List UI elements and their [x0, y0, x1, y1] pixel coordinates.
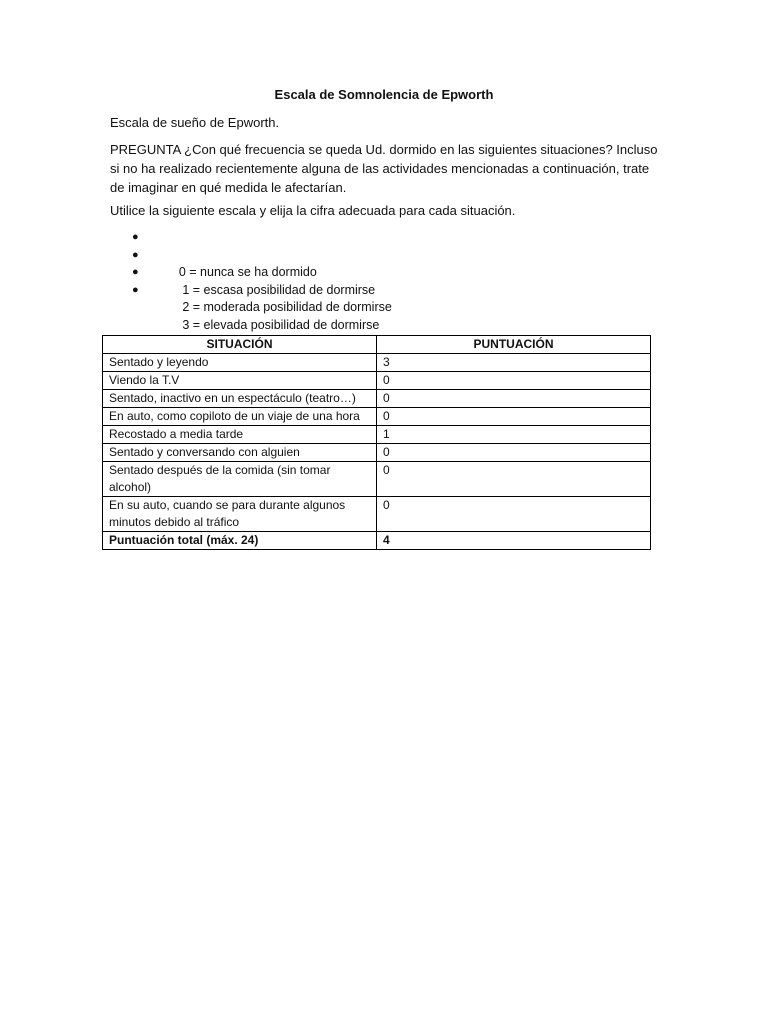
table-row [103, 444, 651, 462]
situation-cell: Sentado después de la comida (sin tomar alcohol) [103, 462, 377, 497]
situation-cell: Sentado y leyendo [103, 354, 377, 372]
total-label-cell: Puntuación total (máx. 24) [103, 532, 377, 550]
score-cell: 0 [377, 444, 651, 462]
score-cell: 0 [377, 497, 651, 532]
table-row [103, 372, 651, 390]
document-title: Escala de Somnolencia de Epworth [274, 87, 494, 102]
score-table [102, 335, 651, 550]
header-score: PUNTUACIÓN [377, 336, 651, 354]
score-cell: 0 [377, 408, 651, 426]
table-row [103, 462, 651, 497]
scale-item-text: 0 = nunca se ha dormido [178, 265, 317, 279]
instruction-paragraph: Utilice la siguiente escala y elija la cifra adecuada para cada situación. [110, 203, 516, 218]
score-cell: 1 [377, 426, 651, 444]
question-paragraph: PREGUNTA ¿Con qué frecuencia se queda Ud. dormido en las siguientes situaciones? Incluso si no ha realizado recientemente alguna de las actividades mencionadas a continuación, trate de imaginar en qué medida le afectarían. [110, 142, 658, 195]
table-row [103, 426, 651, 444]
header-situation: SITUACIÓN [103, 336, 377, 354]
scale-item [132, 229, 392, 279]
situation-cell: Sentado, inactivo en un espectáculo (teatro…) [103, 390, 377, 408]
scale-list [132, 229, 392, 332]
table-row [103, 390, 651, 408]
situation-cell: Viendo la T.V [103, 372, 377, 390]
score-cell: 0 [377, 462, 651, 497]
situation-cell: Sentado y conversando con alguien [103, 444, 377, 462]
bullet-icon: ● [132, 231, 139, 243]
scale-item-text: 1 = escasa posibilidad de dormirse [178, 282, 376, 297]
score-cell: 3 [377, 354, 651, 372]
score-cell: 0 [377, 372, 651, 390]
table-row [103, 354, 651, 372]
bullet-icon: ● [132, 248, 139, 261]
document-subtitle: Escala de sueño de Epworth. [110, 115, 280, 130]
scale-item-text: 3 = elevada posibilidad de dormirse [178, 317, 380, 332]
scale-item-text: 2 = moderada posibilidad de dormirse [178, 300, 392, 314]
bullet-icon: ● [132, 266, 139, 278]
score-cell: 0 [377, 390, 651, 408]
table-row [103, 497, 651, 532]
situation-cell: Recostado a media tarde [103, 426, 377, 444]
situation-cell: En su auto, cuando se para durante algunos minutos debido al tráfico [103, 497, 377, 532]
table-header-row [103, 336, 651, 354]
total-score-cell: 4 [377, 532, 651, 550]
total-row [103, 532, 651, 550]
table-row [103, 408, 651, 426]
bullet-icon: ● [132, 283, 139, 296]
situation-cell: En auto, como copiloto de un viaje de una hora [103, 408, 377, 426]
